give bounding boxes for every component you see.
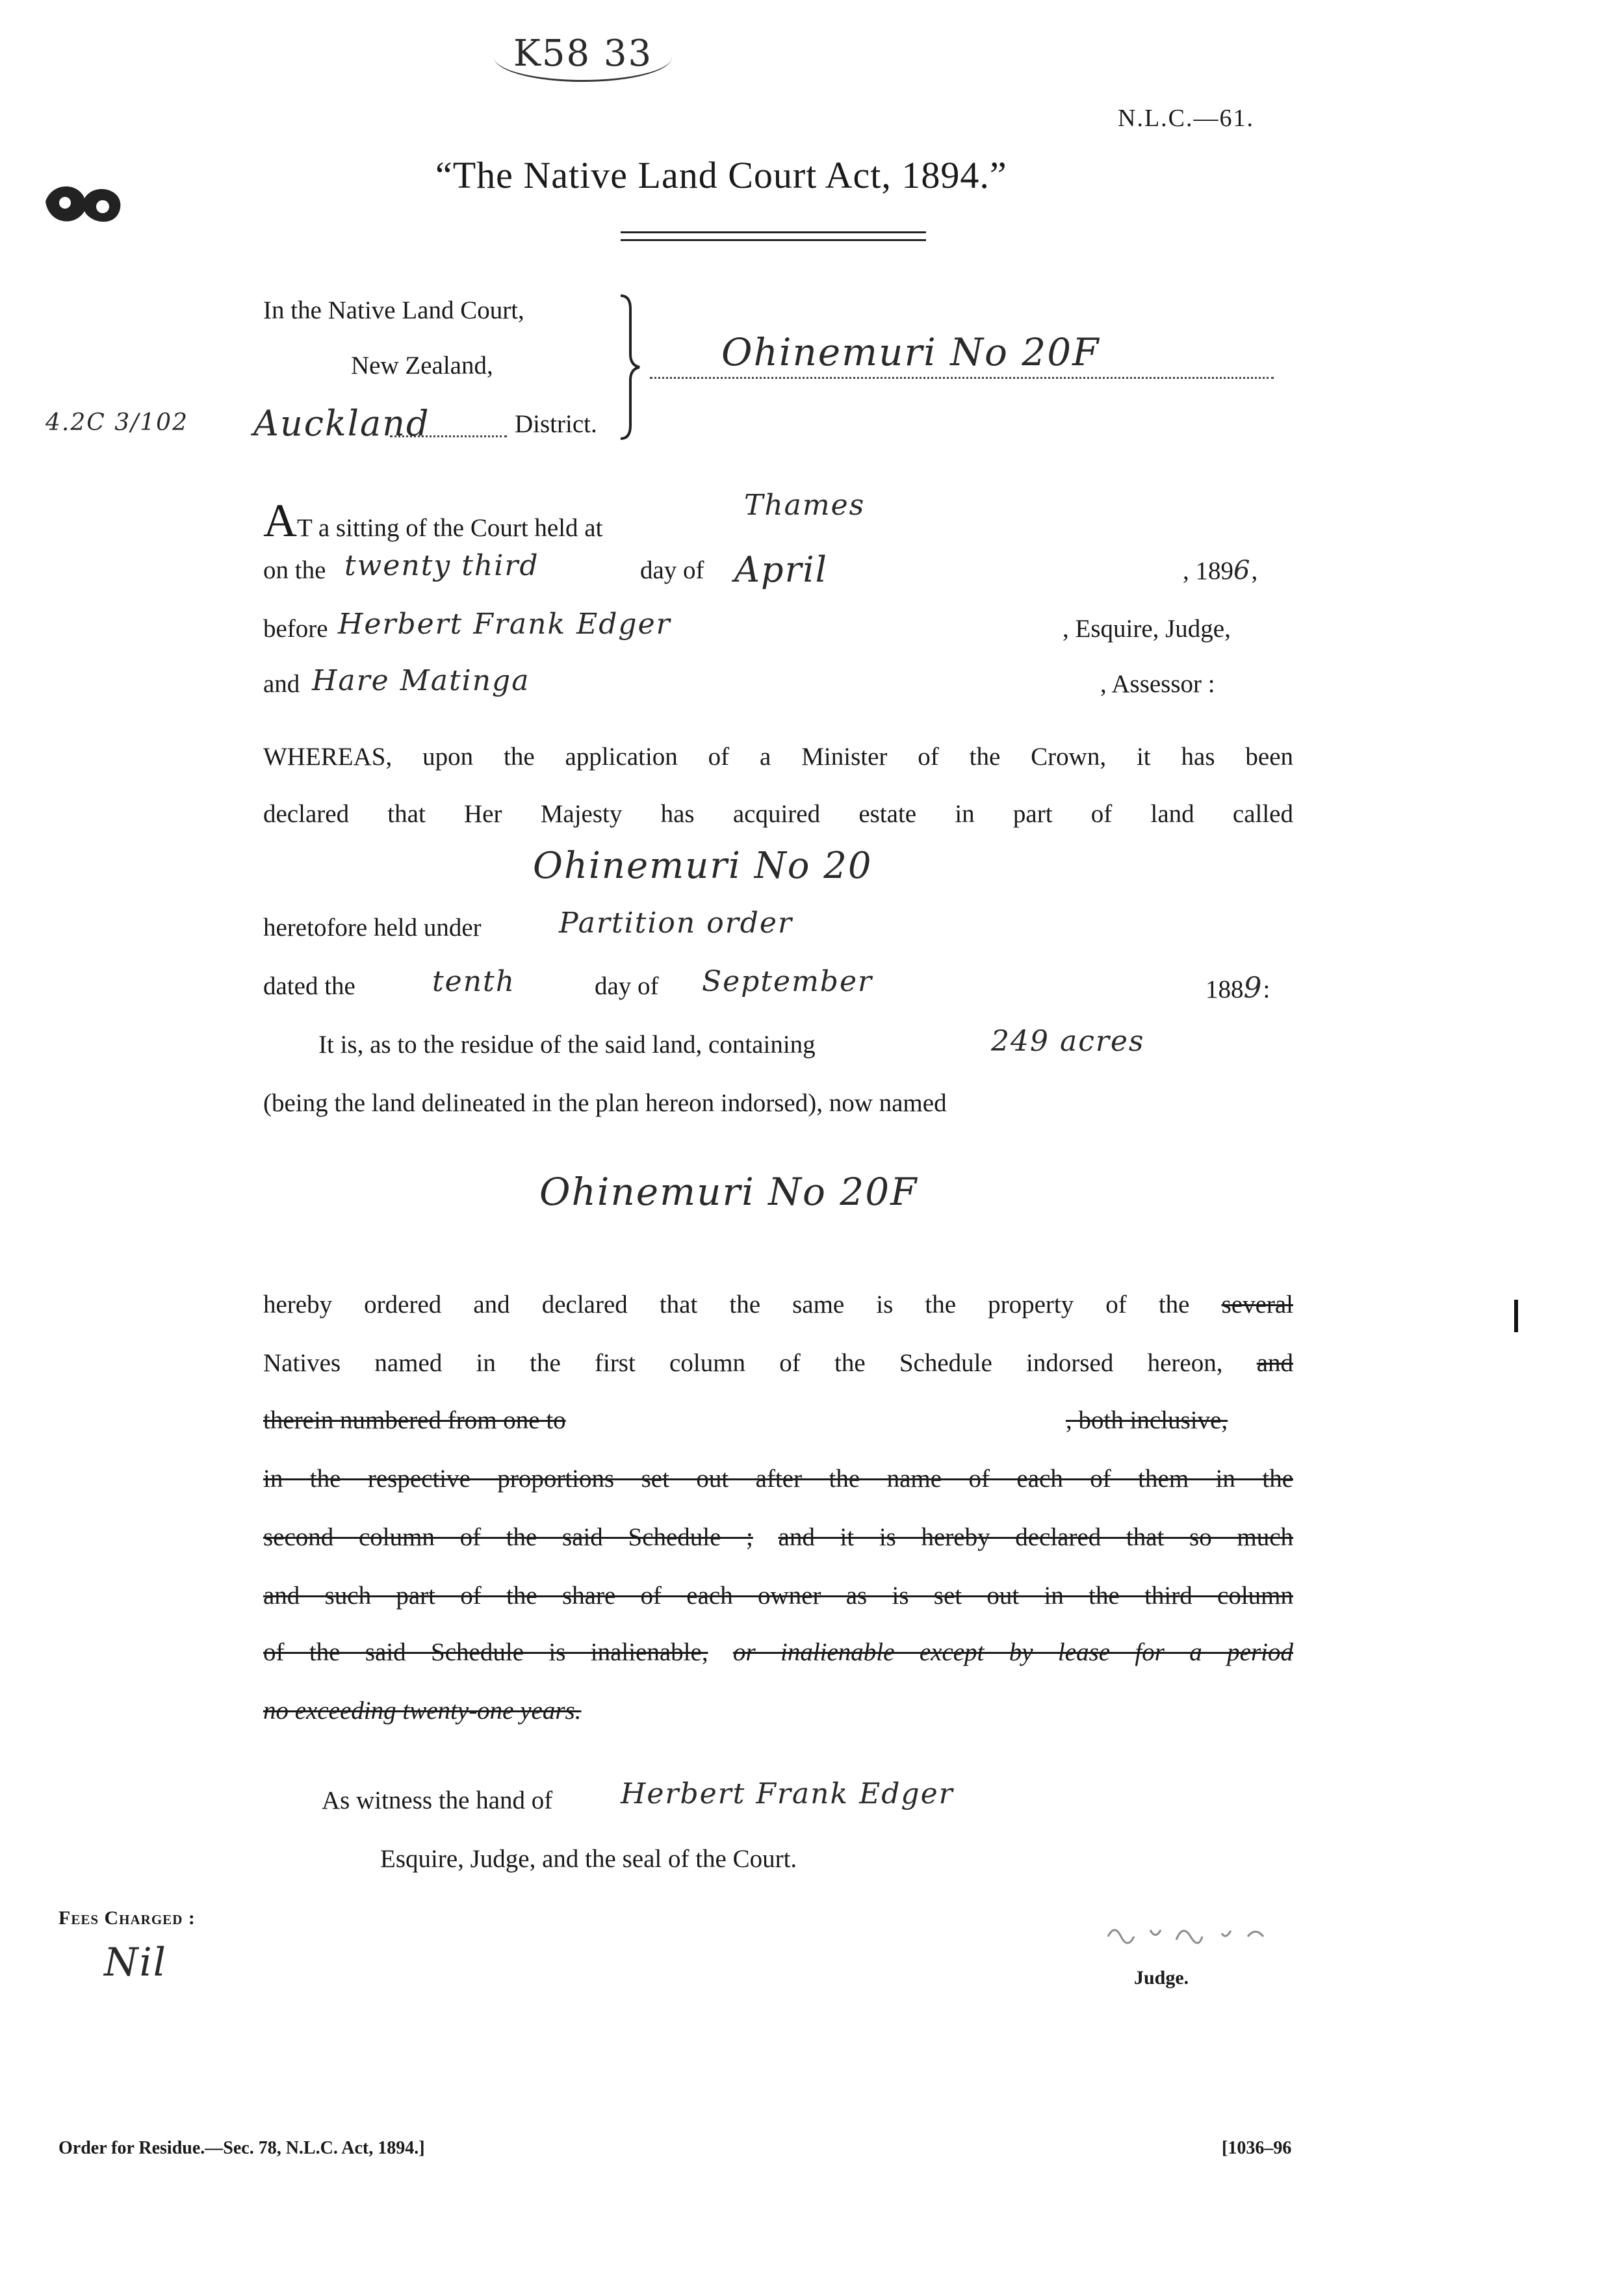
district-label: District.: [515, 410, 597, 438]
block-name-dotline: [650, 377, 1274, 379]
sitting-year: [1183, 556, 1257, 586]
order-line-3: [263, 1406, 1293, 1435]
court-line-2: New Zealand,: [351, 352, 493, 380]
residue-line-2: (being the land delineated in the plan hereon indorsed), now named: [263, 1089, 947, 1117]
year-suffix: ,: [1251, 557, 1258, 585]
order-line-5: [263, 1523, 1293, 1552]
footer-right: [1036–96: [1222, 2138, 1292, 2158]
drop-cap: A: [263, 495, 297, 547]
whereas-line-1: WHEREAS, upon the application of a Minister of the Crown, it has been: [263, 743, 1293, 771]
and-label: and: [263, 670, 300, 698]
residue-acres: 249 acres: [991, 1025, 1145, 1058]
held-under-value: Partition order: [559, 907, 793, 940]
land-name: Ohinemuri No 20: [533, 845, 873, 887]
whereas-line-2: declared that Her Majesty has acquired estate in part of land called: [263, 800, 1293, 828]
witness-name: Herbert Frank Edger: [621, 1777, 954, 1810]
seal-mark-icon: [39, 175, 130, 234]
district-value: Auckland: [253, 403, 430, 444]
order-line-1-struck: several: [1221, 1291, 1294, 1319]
order-line-8: no exceeding twenty-one years.: [263, 1697, 582, 1725]
reference-stamp: K58 33: [494, 32, 672, 82]
dated-year-digit: 9: [1243, 972, 1263, 1005]
dated-year-suffix: :: [1263, 975, 1270, 1003]
order-line-3-struck-b: , both inclusive,: [1066, 1406, 1228, 1434]
footer-left: Order for Residue.—Sec. 78, N.L.C. Act, 1894.]: [58, 2138, 425, 2158]
title-rule-top: [621, 231, 926, 233]
order-line-7-struck-b: or inalienable except by lease for a period: [732, 1638, 1293, 1666]
dated-year: [1205, 972, 1270, 1005]
order-line-6: and such part of the share of each owner as is set out in the third column: [263, 1582, 1293, 1610]
dated-month: September: [702, 965, 873, 998]
new-block-name: Ohinemuri No 20F: [539, 1170, 918, 1214]
margin-note: 4.2C 3/102: [45, 409, 188, 436]
residue-line-1: It is, as to the residue of the said land, containing: [318, 1031, 816, 1059]
order-line-5-struck-a: second column of the said Schedule ;: [263, 1523, 753, 1551]
assessor-label: , Assessor :: [1100, 670, 1215, 698]
sitting-day: twenty third: [344, 549, 539, 582]
judge-name: Herbert Frank Edger: [338, 608, 671, 641]
block-name: Ohinemuri No 20F: [721, 330, 1100, 374]
title-rule-bottom: [621, 239, 926, 241]
esquire-judge-label: , Esquire, Judge,: [1063, 615, 1231, 643]
district-dotline: [390, 435, 507, 437]
order-line-7-struck-a: of the said Schedule is inalienable,: [263, 1638, 708, 1666]
dated-day: tenth: [432, 965, 516, 998]
held-under-label: heretofore held under: [263, 914, 482, 942]
dated-the-label: dated the: [263, 972, 355, 1000]
order-line-7: [263, 1638, 1293, 1667]
judge-label: Judge.: [1134, 1967, 1189, 1989]
year-digit: 6: [1233, 556, 1252, 586]
witness-prefix: As witness the hand of: [322, 1786, 553, 1814]
dated-day-of-label: day of: [595, 972, 659, 1000]
order-line-2: [263, 1348, 1293, 1378]
order-line-1: [263, 1290, 1293, 1319]
sitting-text: T a sitting of the Court held at: [297, 514, 603, 542]
day-of-label: day of: [640, 556, 704, 584]
assessor-name: Hare Matinga: [312, 664, 530, 697]
order-line-2-text: Natives named in the first column of the Schedule indorsed hereon,: [263, 1349, 1223, 1377]
sitting-line: [263, 494, 602, 548]
sitting-month: April: [734, 549, 828, 590]
year-prefix: , 189: [1183, 557, 1233, 585]
margin-mark: [1514, 1300, 1518, 1332]
fees-label: Fees Charged :: [58, 1907, 196, 1929]
on-the-label: on the: [263, 556, 326, 584]
witness-line-2: Esquire, Judge, and the seal of the Court.: [380, 1845, 797, 1873]
judge-signature: [1105, 1911, 1300, 1956]
form-number: N.L.C.—61.: [1118, 105, 1254, 132]
sitting-place: Thames: [744, 489, 866, 522]
dated-year-prefix: 188: [1205, 975, 1244, 1003]
court-line-1: In the Native Land Court,: [263, 296, 524, 324]
order-line-2-struck: and: [1256, 1349, 1293, 1377]
order-line-5-struck-b: and it is hereby declared that so much: [778, 1523, 1294, 1551]
before-label: before: [263, 615, 328, 643]
page-title: “The Native Land Court Act, 1894.”: [435, 154, 1007, 196]
order-line-3-struck-a: therein numbered from one to: [263, 1406, 566, 1434]
order-line-4: in the respective proportions set out after the name of each of them in the: [263, 1465, 1293, 1493]
order-line-1-text: hereby ordered and declared that the same is the property of the: [263, 1291, 1190, 1319]
fees-value: Nil: [104, 1940, 167, 1985]
brace-icon: [617, 292, 643, 442]
